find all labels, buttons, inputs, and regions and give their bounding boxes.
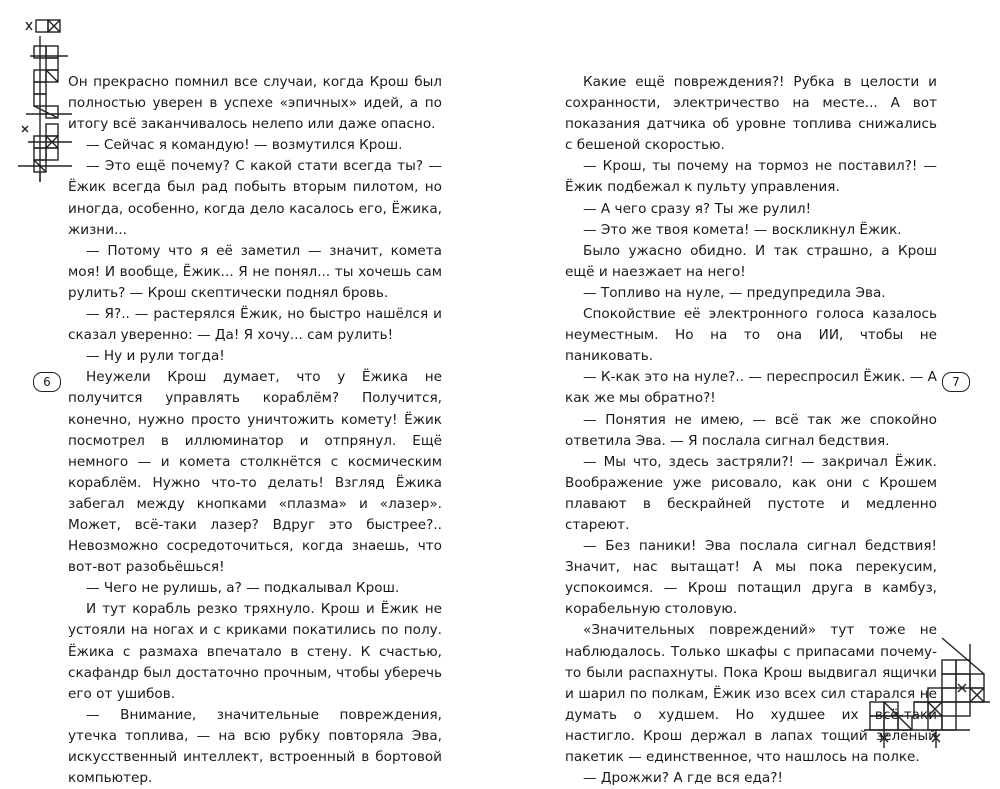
paragraph: — Чего не рулишь, а? — подкалывал Крош. (86, 580, 400, 597)
paragraph: — Потому что я её заметил — значит, комета моя! И вообще, Ёжик... Я не понял... ты хочешь сам рулить? — Крош скептически поднял бровь. (68, 242, 442, 301)
paragraph: «Значительных повреждений» тут тоже не наблюдалось. Только шкафы с припасами почему-то были распахнуты. Пока Крош выдвигал ящички и шарил по полкам, Ёжик изо всех сил старался не думать о худшем. Но худшее их всё-таки настигло. Крош держал в лапах тощий зелёный пакетик — единственное, что нашлось на полке. (565, 622, 937, 765)
left-page (0, 0, 500, 787)
page-number: 7 (942, 372, 970, 392)
paragraph: — Дрожжи? А где вся еда?! (583, 770, 783, 787)
paragraph: Он прекрасно помнил все случаи, когда Крош был полностью уверен в успехе «эпичных» идей, а по итогу всё заканчивалось нелепо или даже опасно. (68, 74, 442, 133)
paragraph: Какие ещё повреждения?! Рубка в целости и сохранности, электричество на месте... А вот показания датчика об уровне топлива снижались с бешеной скоростью. (565, 74, 937, 154)
left-text-column (68, 72, 442, 789)
paragraph: Было ужасно обидно. И так страшно, а Крош ещё и наезжает на него! (565, 242, 937, 280)
grid-ornament-top-left (16, 16, 76, 186)
page-number: 6 (33, 372, 61, 392)
paragraph: — Ну и рули тогда! (86, 348, 225, 365)
paragraph: — Это же твоя комета! — воскликнул Ёжик. (583, 221, 902, 238)
paragraph: — Внимание, значительные повреждения, утечка топлива, — на всю рубку повторяла Эва, искусственный интеллект, встроенный в бортовой компьютер. (68, 706, 442, 787)
paragraph: — Понятия не имею, — всё так же спокойно ответила Эва. — Я послала сигнал бедствия. (565, 411, 937, 449)
paragraph: — Без паники! Эва послала сигнал бедствия! Значит, нас вытащат! А мы пока перекусим, успокоимся. — Крош потащил друга в камбуз, корабельную столовую. (565, 538, 937, 618)
paragraph: Спокойствие её электронного голоса казалось неуместным. Но на то она ИИ, чтобы не паниковать. (565, 306, 937, 365)
paragraph: — А чего сразу я? Ты же рулил! (583, 200, 812, 217)
paragraph: — Это ещё почему? С какой стати всегда ты? — Ёжик всегда был рад побыть вторым пилотом, но иногда, особенно, когда дело касалось его, Ёжика, жизни... (68, 158, 442, 238)
paragraph: И тут корабль резко тряхнуло. Крош и Ёжик не устояли на ногах и с криками покатились по полу. Ёжика с размаха впечатало в стену. К счастью, скафандр был достаточно прочным, чтобы уберечь его от ушибов. (68, 601, 442, 702)
paragraph: — Я?.. — растерялся Ёжик, но быстро нашёлся и сказал уверенно: — Да! Я хочу... сам рулить! (68, 306, 442, 344)
paragraph: — Топливо на нуле, — предупредила Эва. (583, 284, 886, 301)
right-page (500, 0, 1000, 787)
paragraph: — К-как это на нуле?.. — переспросил Ёжик. — А как же мы обратно?! (565, 369, 937, 407)
paragraph: — Сейчас я командую! — возмутился Крош. (86, 137, 403, 154)
paragraph: Неужели Крош думает, что у Ёжика не получится управлять кораблём? Получится, конечно, нужно просто уничтожить комету! Ёжик посмотрел в иллюминатор и отпрянул. Ещё немного — и комета столкнётся с космическим кораблём. Нужно что-то делать! Взгляд Ёжика забегал между кнопками «плазма» и «лазер». Может, всё-таки лазер? Вдруг это быстрее?.. Невозможно сосредоточиться, когда знаешь, что вот-вот разобьёшься! (68, 369, 442, 576)
paragraph: — Мы что, здесь застряли?! — закричал Ёжик. Воображение уже рисовало, как они с Крошем плавают в бескрайней пустоте и медленно стареют. (565, 453, 937, 533)
paragraph: — Крош, ты почему на тормоз не поставил?! — Ёжик подбежал к пульту управления. (565, 158, 937, 196)
grid-ornament-bottom-right (860, 630, 990, 755)
